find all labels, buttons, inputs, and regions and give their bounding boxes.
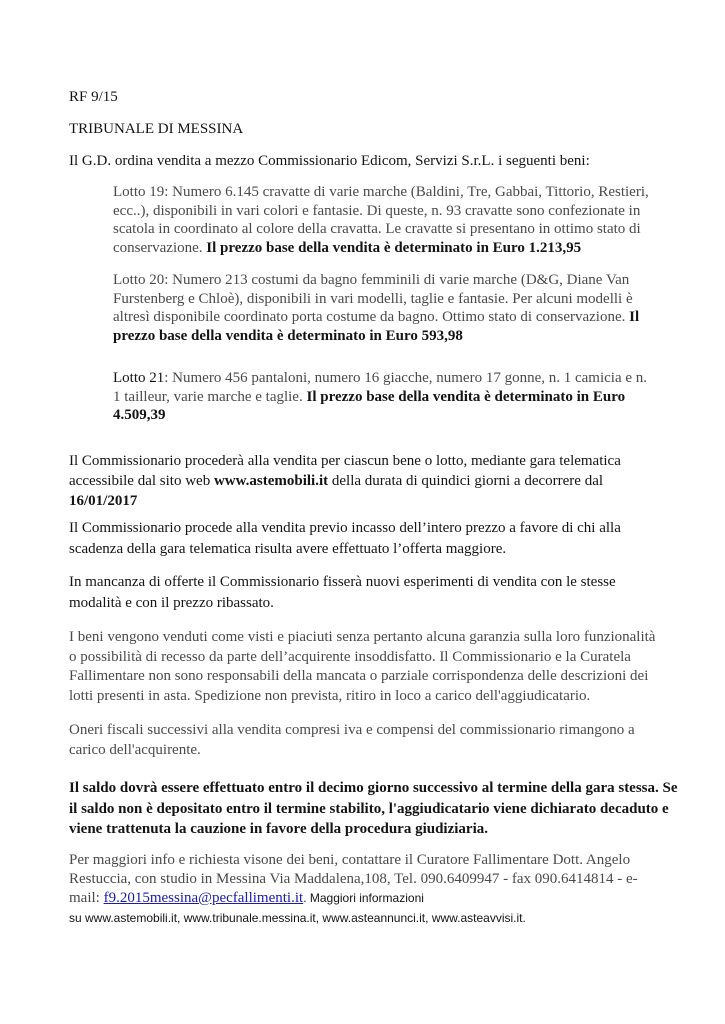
lot-19 [113, 183, 653, 257]
lot-21-description: : Numero 456 pantaloni, numero 16 giacche, numero 17 gonne, n. 1 camicia e n. 1 tailleur, varie marche e taglie. [113, 370, 648, 405]
lot-21-price: Il prezzo base della vendita è determinato in Euro 4.509,39 [113, 388, 626, 424]
sale-text-1: Il Commissionario procederà alla vendita per ciascun bene o lotto, mediante gara telematica accessibile dal sito web [69, 453, 621, 489]
lot-19-price: Il prezzo base della vendita è determinato in Euro 1.213,95 [206, 239, 582, 256]
websites-line: su www.astemobili.it, www.tribunale.messina.it, www.asteannunci.it, www.asteavvisi.it. [69, 911, 526, 925]
sale-text-2: della durata di quindici giorni a decorrere dal [331, 473, 604, 489]
no-offers-paragraph: In mancanza di offerte il Commissionario fisserà nuovi esperimenti di vendita con le stesse modalità e con il prezzo ribassato. [69, 574, 616, 611]
contact-text: Per maggiori info e richiesta visone dei beni, contattare il Curatore Fallimentare Dott. Angelo Restuccia, con studio in Messina Via Maddalena,108, Tel. 090.6409947 - fax 090.6414814 - e-mail: [69, 852, 638, 906]
lot-20-price: Il prezzo base della vendita è determinato in Euro 593,98 [113, 309, 640, 344]
lot-20-description: Lotto 20: Numero 213 costumi da bagno femminili di varie marche (D&G, Diane Van Furstenberg e Chloè), disponibili in vari modelli, taglie e fantasie. Per alcuni modelli è altresì disponibile coordinato porta costume da bagno. Ottimo stato di conservazione. [113, 272, 633, 326]
fees-paragraph: Oneri fiscali successivi alla vendita compresi iva e compensi del commissionario rimangono a carico dell'acquirente. [69, 722, 635, 758]
lot-19-description: Lotto 19: Numero 6.145 cravatte di varie marche (Baldini, Tre, Gabbai, Tittorio, Restieri, ecc..), disponibili in vari colori e fantasie. Di queste, n. 93 cravatte sono confezionate in scatola in coordinato al colore della cravatta. Le cravatte si presentano in ottimo stato di conservazione. [113, 184, 649, 256]
as-is-paragraph: I beni vengono venduti come visti e piaciuti senza pertanto alcuna garanzia sulla loro funzionalità o possibilità di recesso da parte dell’acquirente insoddisfatto. Il Commissionario e la Curatela Fallimentare non sono responsabili della mancata o parziale corrispondenza delle descrizioni dei lotti presenti in asta. Spedizione non prevista, ritiro in loco a carico dell'aggiudicatario. [69, 629, 656, 704]
email-link[interactable]: f9.2015messina@pecfallimenti.it [103, 890, 304, 906]
more-info-text: . Maggiori informazioni [303, 891, 424, 905]
auction-site: www.astemobili.it [213, 473, 329, 489]
sale-info [69, 451, 669, 511]
payment-paragraph: Il Commissionario procede alla vendita previo incasso dell’intero prezzo a favore di chi alla scadenza della gara telematica risulta avere effettuato l’offerta maggiore. [69, 520, 621, 557]
lot-20 [113, 271, 653, 345]
court-name: TRIBUNALE DI MESSINA [69, 121, 244, 137]
balance-paragraph: Il saldo dovrà essere effettuato entro il decimo giorno successivo al termine della gara stessa. Se il saldo non è depositato entro il termine stabilito, l'aggiudicatario viene dichiarato decaduto e viene trattenuta la cauzione in favore della procedura giudiziaria. [69, 780, 678, 837]
intro-text: Il G.D. ordina vendita a mezzo Commissionario Edicom, Servizi S.r.L. i seguenti beni: [69, 153, 590, 169]
contact-paragraph [69, 851, 664, 908]
auction-start-date: 16/01/2017 [69, 493, 138, 509]
lot-21-label: Lotto 21 [113, 370, 165, 386]
reference-number: RF 9/15 [69, 89, 118, 105]
lot-21 [113, 369, 653, 425]
